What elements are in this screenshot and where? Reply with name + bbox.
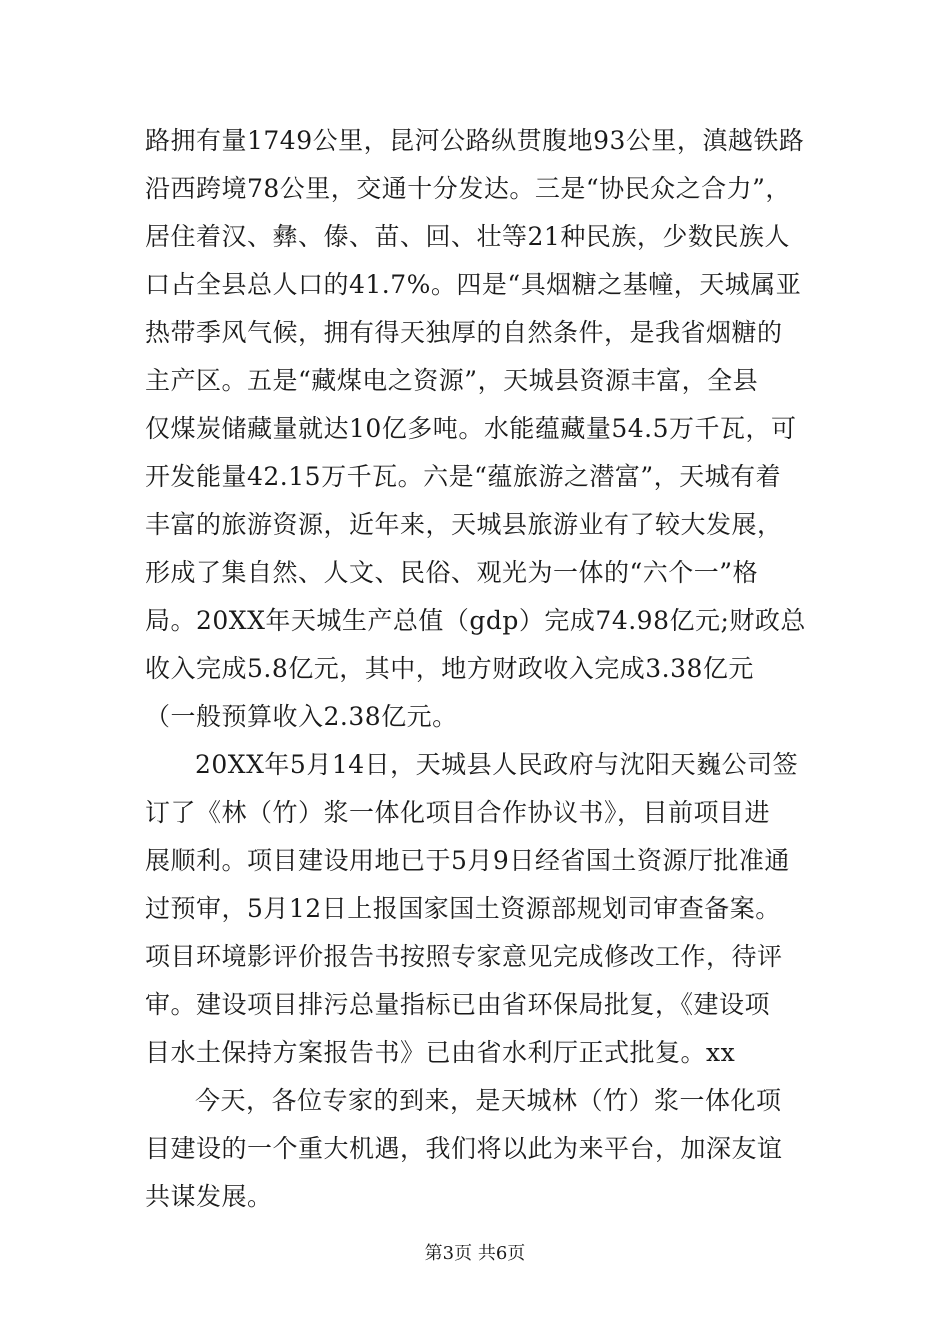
- text-line: 目水土保持方案报告书》已由省水利厅正式批复。xx: [145, 1038, 736, 1067]
- text-line: 口占全县总人口的41.7%。四是“具烟糖之基幢，天城属亚: [145, 270, 802, 299]
- text-line: 丰富的旅游资源，近年来，天城县旅游业有了较大发展，: [145, 510, 783, 539]
- text-line: 热带季风气候，拥有得天独厚的自然条件，是我省烟糖的: [145, 318, 783, 347]
- text-line: 今天，各位专家的到来，是天城林（竹）浆一体化项: [195, 1086, 782, 1115]
- paragraph: [145, 741, 810, 1077]
- body-text: [145, 117, 810, 1221]
- text-line: （一般预算收入2.38亿元。: [145, 702, 458, 731]
- text-line: 展顺利。项目建设用地已于5月9日经省国土资源厅批准通: [145, 846, 790, 875]
- text-line: 审。建设项目排污总量指标已由省环保局批复，《建设项: [145, 990, 771, 1019]
- text-line: 共谋发展。: [145, 1182, 273, 1211]
- text-line: 形成了集自然、人文、民俗、观光为一体的“六个一”格: [145, 558, 759, 587]
- text-line: 开发能量42.15万千瓦。六是“蕴旅游之潜富”，天城有着: [145, 462, 782, 491]
- text-line: 过预审，5月12日上报国家国土资源部规划司审查备案。: [145, 894, 781, 923]
- text-line: 项目环境影评价报告书按照专家意见完成修改工作，待评: [145, 942, 783, 971]
- text-line: 目建设的一个重大机遇，我们将以此为来平台，加深友谊: [145, 1134, 783, 1163]
- page-number-footer: 第3页 共6页: [424, 1243, 526, 1264]
- text-line: 20XX年5月14日，天城县人民政府与沈阳天巍公司签: [195, 750, 799, 779]
- text-line: 路拥有量1749公里，昆河公路纵贯腹地93公里，滇越铁路: [145, 126, 805, 155]
- text-line: 订了《林（竹）浆一体化项目合作协议书》，目前项目进: [145, 798, 771, 827]
- paragraph: [145, 117, 810, 741]
- paragraph: [145, 1077, 810, 1221]
- text-line: 主产区。五是“藏煤电之资源”，天城县资源丰富，全县: [145, 366, 759, 395]
- text-line: 仅煤炭储藏量就达10亿多吨。水能蕴藏量54.5万千瓦，可: [145, 414, 797, 443]
- text-line: 居住着汉、彝、傣、苗、回、壮等21种民族，少数民族人: [145, 222, 790, 251]
- text-line: 沿西跨境78公里，交通十分发达。三是“协民众之合力”，: [145, 174, 791, 203]
- text-line: 收入完成5.8亿元，其中，地方财政收入完成3.38亿元: [145, 654, 754, 683]
- text-line: 局。20XX年天城生产总值（gdp）完成74.98亿元;财政总: [145, 606, 806, 635]
